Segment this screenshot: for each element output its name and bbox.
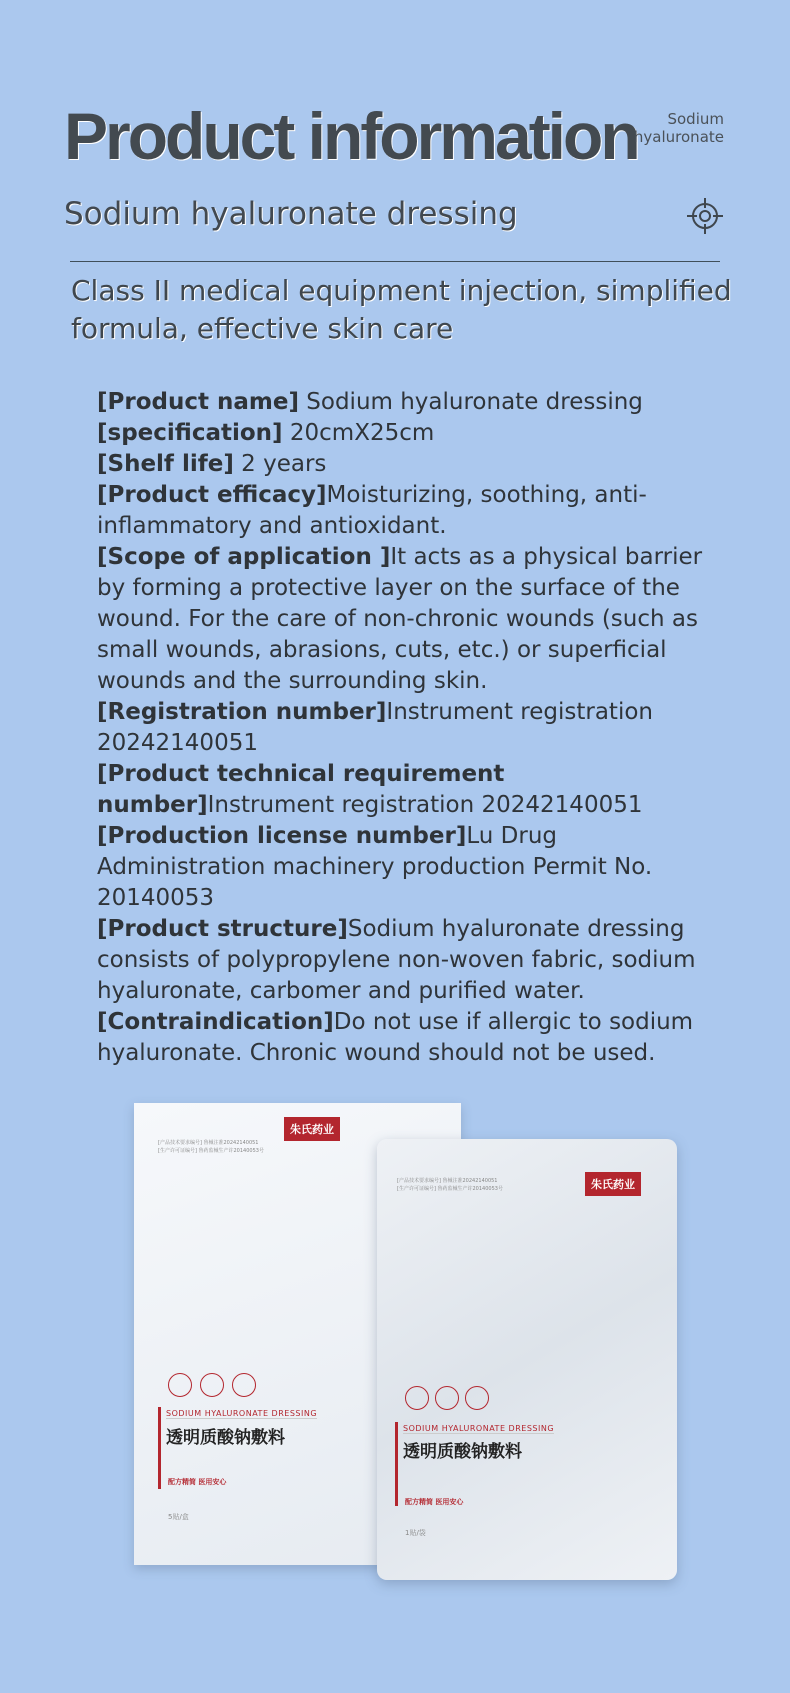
subtitle: Sodium hyaluronate dressing [64,196,518,232]
page-title: Product information [64,99,638,173]
info-row [97,542,717,697]
info-label: [Production license number] [97,823,467,849]
accent-bar [158,1407,161,1489]
slogan: 配方精简 医用安心 [168,1478,227,1486]
info-value: 20cmX25cm [282,420,435,446]
badge-icon [232,1373,256,1397]
box-meta [158,1139,264,1155]
chinese-name: 透明质酸钠敷料 [166,1428,285,1448]
info-value: It acts as a physical barrier by forming a protective layer on the surface of the wound. For the care of non-chronic wounds (such as small wounds, abrasions, cuts, etc.) or superficial wounds and the surrounding skin. [97,544,703,694]
info-row [97,914,717,1007]
drop-icon [200,1373,224,1397]
info-row [97,418,717,449]
info-value: Instrument registration 20242140051 [207,792,643,818]
info-value: Sodium hyaluronate dressing consists of polypropylene non-woven fabric, sodium hyaluronate, carbomer and purified water. [97,916,696,1004]
brand-logo: 朱氏药业 [284,1117,340,1141]
info-value: Sodium hyaluronate dressing [298,389,643,415]
meta-line: [产品技术要求编号] 鲁械注准20242140051 [158,1140,259,1146]
accent-bar [395,1422,398,1506]
info-value: Moisturizing, soothing, anti-inflammatory and antioxidant. [97,482,647,539]
info-value: Instrument registration 20242140051 [97,699,653,756]
info-row [97,1007,717,1069]
badge-icon [168,1373,192,1397]
meta-line: [生产许可证编号] 鲁药监械生产许20140053号 [397,1186,503,1192]
lead-text: Class II medical equipment injection, simplified formula, effective skin care [71,274,732,345]
chinese-name: 透明质酸钠敷料 [403,1442,522,1462]
info-row [97,759,717,821]
info-label: [Registration number] [97,699,387,725]
info-value: 2 years [233,451,327,477]
info-label: [Product technical requirement number] [97,761,505,818]
meta-line: [产品技术要求编号] 鲁械注准20242140051 [397,1178,498,1184]
product-info-list [97,387,717,1069]
slogan: 配方精简 医用安心 [405,1498,464,1506]
brand-logo: 朱氏药业 [585,1172,641,1196]
info-value: Do not use if allergic to sodium hyaluronate. Chronic wound should not be used. [97,1009,694,1066]
info-value: Lu Drug Administration machinery production Permit No. 20140053 [97,823,653,911]
info-label: [specification] [97,420,283,446]
meta-line: [生产许可证编号] 鲁药监械生产许20140053号 [158,1148,264,1154]
info-row [97,697,717,759]
info-label: [Product structure] [97,916,348,942]
drop-icon [435,1386,459,1410]
info-label: [Product name] [97,389,299,415]
target-icon [687,197,723,235]
tag-label [634,110,724,146]
info-row [97,821,717,914]
badge-icon [465,1386,489,1410]
product-pouch-image [377,1139,677,1580]
info-row [97,480,717,542]
tag-line: Sodium [667,110,724,128]
count: 1贴/袋 [405,1529,426,1537]
english-name: SODIUM HYALURONATE DRESSING [166,1409,318,1418]
divider [70,261,720,262]
info-row [97,387,717,418]
info-label: [Scope of application ] [97,544,391,570]
tag-line: hyaluronate [633,128,724,146]
count: 5贴/盒 [168,1513,189,1521]
info-label: [Product efficacy] [97,482,327,508]
info-label: [Contraindication] [97,1009,334,1035]
pouch-meta [397,1177,503,1193]
badge-icon [405,1386,429,1410]
info-row [97,449,717,480]
english-name: SODIUM HYALURONATE DRESSING [403,1424,555,1433]
info-label: [Shelf life] [97,451,234,477]
